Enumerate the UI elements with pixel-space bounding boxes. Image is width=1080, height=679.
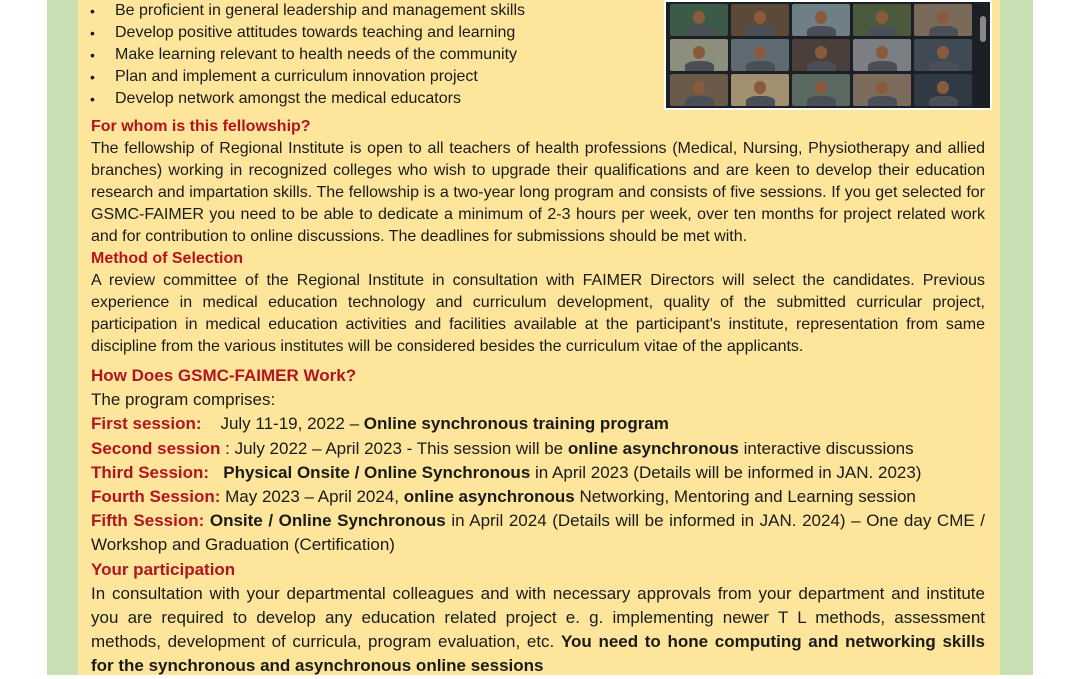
scrollbar-indicator: [980, 16, 986, 42]
participant-tile: [853, 4, 911, 36]
participant-body: [746, 26, 775, 36]
participant-body: [868, 26, 897, 36]
session-2-text1: : July 2022 – April 2023 - This session will be: [220, 438, 568, 458]
participant-body: [807, 26, 836, 36]
objective-text: Develop positive attitudes towards teaching and learning: [115, 24, 516, 41]
session-3: [91, 461, 985, 485]
session-1: [91, 412, 985, 436]
participant-head: [937, 81, 949, 94]
participant-head: [693, 46, 705, 59]
objectives-list-block: [88, 0, 658, 112]
video-call-screenshot: [664, 0, 992, 110]
participant-tile: [853, 74, 911, 106]
session-3-text: in April 2023 (Details will be informed in JAN. 2023): [530, 462, 922, 482]
objective-item: [88, 0, 658, 22]
participant-body: [746, 96, 775, 106]
selection-heading: Method of Selection: [91, 250, 243, 267]
participant-tile: [670, 74, 728, 106]
session-1-bold: Online synchronous training program: [363, 414, 669, 434]
objective-text: Make learning relevant to health needs of the community: [115, 46, 518, 63]
objective-item: [88, 66, 658, 88]
participation-heading: Your participation: [91, 559, 236, 579]
session-4-text1: May 2023 – April 2024,: [220, 487, 404, 507]
participant-body: [929, 96, 958, 106]
participant-body: [746, 61, 775, 71]
participant-tile: [792, 39, 850, 71]
participant-body: [807, 96, 836, 106]
session-5-label: Fifth Session:: [91, 511, 205, 531]
participant-head: [693, 81, 705, 94]
bullet-icon: •: [90, 91, 95, 107]
objective-text: Be proficient in general leadership and management skills: [115, 2, 526, 19]
objective-item: [88, 44, 658, 66]
objective-item: [88, 88, 658, 110]
participant-head: [876, 11, 888, 24]
participant-head: [815, 81, 827, 94]
participant-head: [815, 46, 827, 59]
participant-tile: [670, 39, 728, 71]
participant-head: [937, 11, 949, 24]
session-4-bold: online asynchronous: [403, 487, 575, 507]
bullet-icon: •: [90, 47, 95, 63]
participant-head: [876, 81, 888, 94]
participant-head: [693, 11, 705, 24]
session-3-bold: Physical Onsite / Online Synchronous: [223, 462, 531, 482]
participant-tile: [914, 4, 972, 36]
main-text: [91, 116, 985, 358]
session-5-bold: Onsite / Online Synchronous: [209, 511, 446, 531]
participation-body: [91, 582, 985, 679]
session-2-label: Second session: [91, 438, 221, 458]
participant-head: [815, 11, 827, 24]
participant-head: [937, 46, 949, 59]
participant-tiles: [670, 4, 972, 106]
participant-head: [754, 46, 766, 59]
participant-tile: [914, 74, 972, 106]
participant-tile: [731, 4, 789, 36]
participant-body: [685, 61, 714, 71]
session-5: [91, 509, 985, 557]
objective-item: [88, 22, 658, 44]
objective-text: Develop network amongst the medical educators: [115, 90, 461, 107]
bullet-icon: •: [90, 25, 95, 41]
participant-body: [868, 96, 897, 106]
selection-body: A review committee of the Regional Institute in consultation with FAIMER Directors will select the candidates. Previous experience in medical education technology and curriculum development, quality of the submitted curricular project, participation in medical education activities and facilities available at the participant's institute, representation from same discipline from the various institutes will be considered besides the curriculum vitae of the applicants.: [91, 272, 985, 355]
participant-head: [754, 81, 766, 94]
program-section: [91, 364, 985, 679]
participant-body: [685, 26, 714, 36]
participant-head: [754, 11, 766, 24]
participant-head: [876, 46, 888, 59]
participant-tile: [914, 39, 972, 71]
session-2-bold: online asynchronous: [567, 438, 739, 458]
program-intro: The program comprises:: [91, 390, 276, 410]
participation-text: In consultation with your departmental colleagues and with necessary approvals from your department and institute you are required to develop any education related project e. g. implementing newer T L methods, assessment methods, development of curricula, program evaluation, etc.: [91, 583, 985, 652]
bullet-icon: •: [90, 69, 95, 85]
session-1-text: July 11-19, 2022 –: [220, 414, 364, 434]
participant-tile: [792, 74, 850, 106]
fellowship-heading: For whom is this fellowship?: [91, 118, 311, 135]
participation-bold: You need to hone computing and networking skills for the synchronous and asynchronous online sessions: [91, 632, 986, 676]
participant-body: [929, 26, 958, 36]
participant-tile: [731, 74, 789, 106]
participant-body: [868, 61, 897, 71]
session-4-label: Fourth Session:: [91, 487, 221, 507]
fellowship-body: The fellowship of Regional Institute is open to all teachers of health professions (Medical, Nursing, Physiotherapy and allied branches) working in recognized colleges who wish to upgrade their qualifications and are keen to develop their education research and impartation skills. The fellowship is a two-year long program and consists of five sessions. If you get selected for GSMC-FAIMER you need to be able to dedicate a minimum of 2-3 hours per week, over ten months for project related work and for contribution to online discussions. The deadlines for submissions should be met with.: [91, 140, 985, 245]
participant-tile: [731, 39, 789, 71]
participant-tile: [670, 4, 728, 36]
session-2: [91, 437, 985, 461]
session-1-label: First session:: [91, 414, 202, 434]
bullet-icon: •: [90, 3, 95, 19]
session-4-text2: Networking, Mentoring and Learning session: [574, 487, 916, 507]
session-3-label: Third Session:: [91, 462, 210, 482]
participant-tile: [792, 4, 850, 36]
participant-body: [807, 61, 836, 71]
objectives-list: [88, 0, 658, 110]
participant-body: [685, 96, 714, 106]
objective-text: Plan and implement a curriculum innovation project: [115, 68, 478, 85]
session-4: [91, 485, 985, 509]
session-2-text2: interactive discussions: [738, 438, 914, 458]
participant-body: [929, 61, 958, 71]
session-5-text: in April 2024 (Details will be informed in JAN. 2024) – One day CME / Workshop and Graduation (Certification): [91, 511, 985, 555]
participant-tile: [853, 39, 911, 71]
how-heading: How Does GSMC-FAIMER Work?: [91, 366, 357, 385]
